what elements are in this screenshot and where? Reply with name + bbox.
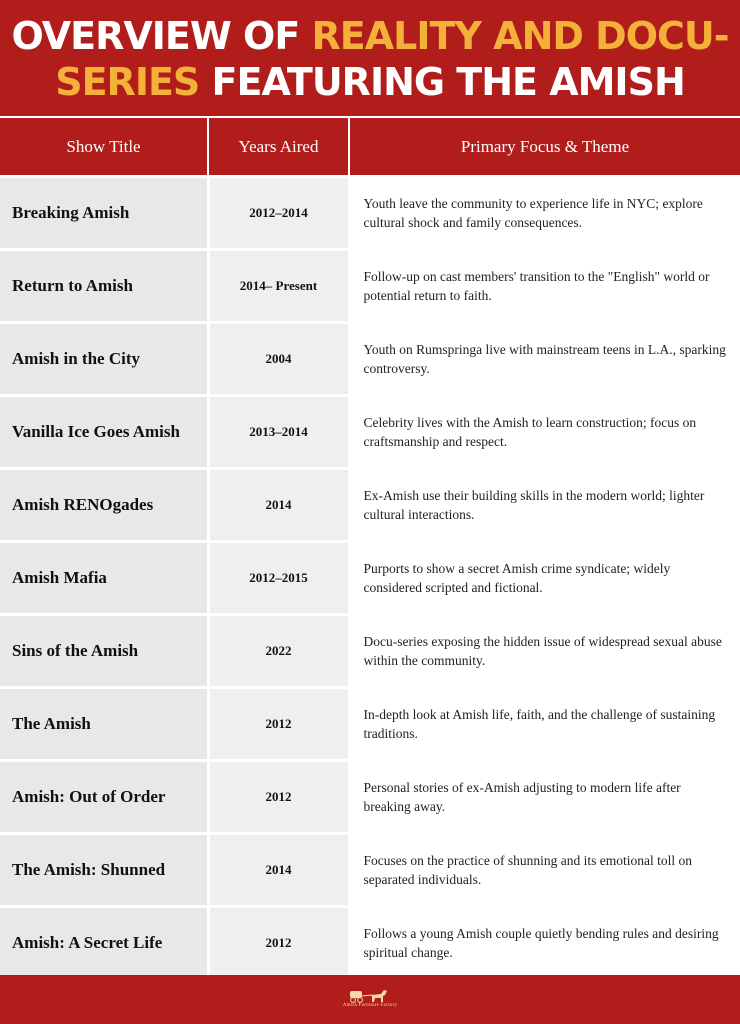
years-cell: 2012–2015 <box>208 542 349 615</box>
table-row <box>0 396 740 469</box>
years-cell: 2012 <box>208 688 349 761</box>
shows-table <box>0 116 740 981</box>
focus-cell: Docu-series exposing the hidden issue of widespread sexual abuse within the community. <box>349 615 740 688</box>
table-row <box>0 834 740 907</box>
years-cell: 2004 <box>208 323 349 396</box>
years-cell: 2012 <box>208 761 349 834</box>
page-title <box>0 0 740 105</box>
horse-buggy-icon <box>348 987 392 1003</box>
focus-cell: Youth on Rumspringa live with mainstream teens in L.A., sparking controversy. <box>349 323 740 396</box>
logo-text: Amish Furniture Factory <box>342 1003 398 1008</box>
focus-cell: Personal stories of ex-Amish adjusting to modern life after breaking away. <box>349 761 740 834</box>
table-row <box>0 761 740 834</box>
focus-cell: Focuses on the practice of shunning and its emotional toll on separated individuals. <box>349 834 740 907</box>
table-row <box>0 250 740 323</box>
show-title-cell: Amish Mafia <box>0 542 208 615</box>
focus-cell: Ex-Amish use their building skills in the modern world; lighter cultural interactions. <box>349 469 740 542</box>
title-part-2: FEATURING THE AMISH <box>199 60 685 104</box>
focus-cell: Purports to show a secret Amish crime syndicate; widely considered scripted and fictional. <box>349 542 740 615</box>
table-row <box>0 542 740 615</box>
years-cell: 2014– Present <box>208 250 349 323</box>
table-row <box>0 323 740 396</box>
column-header-focus: Primary Focus & Theme <box>349 117 740 177</box>
years-cell: 2014 <box>208 834 349 907</box>
show-title-cell: Amish in the City <box>0 323 208 396</box>
focus-cell: Youth leave the community to experience life in NYC; explore cultural shock and family consequences. <box>349 177 740 250</box>
show-title-cell: The Amish <box>0 688 208 761</box>
table-row <box>0 615 740 688</box>
show-title-cell: Amish: A Secret Life <box>0 907 208 980</box>
table-header-row <box>0 117 740 177</box>
table-row <box>0 469 740 542</box>
show-title-cell: Amish RENOgades <box>0 469 208 542</box>
table-row <box>0 688 740 761</box>
focus-cell: Follow-up on cast members' transition to the "English" world or potential return to faith. <box>349 250 740 323</box>
focus-cell: Celebrity lives with the Amish to learn construction; focus on craftsmanship and respect. <box>349 396 740 469</box>
show-title-cell: The Amish: Shunned <box>0 834 208 907</box>
show-title-cell: Vanilla Ice Goes Amish <box>0 396 208 469</box>
show-title-cell: Breaking Amish <box>0 177 208 250</box>
show-title-cell: Return to Amish <box>0 250 208 323</box>
brand-logo <box>335 987 405 1015</box>
focus-cell: In-depth look at Amish life, faith, and the challenge of sustaining traditions. <box>349 688 740 761</box>
title-part-1: OVERVIEW OF <box>11 14 312 58</box>
years-cell: 2012–2014 <box>208 177 349 250</box>
footer <box>0 975 740 1024</box>
show-title-cell: Sins of the Amish <box>0 615 208 688</box>
title-highlight: REALITY AND DOCU-SERIES <box>55 14 729 104</box>
table-row <box>0 907 740 980</box>
years-cell: 2014 <box>208 469 349 542</box>
column-header-show-title: Show Title <box>0 117 208 177</box>
years-cell: 2012 <box>208 907 349 980</box>
years-cell: 2022 <box>208 615 349 688</box>
header <box>0 0 740 116</box>
table-row <box>0 177 740 250</box>
focus-cell: Follows a young Amish couple quietly bending rules and desiring spiritual change. <box>349 907 740 980</box>
years-cell: 2013–2014 <box>208 396 349 469</box>
column-header-years-aired: Years Aired <box>208 117 349 177</box>
show-title-cell: Amish: Out of Order <box>0 761 208 834</box>
